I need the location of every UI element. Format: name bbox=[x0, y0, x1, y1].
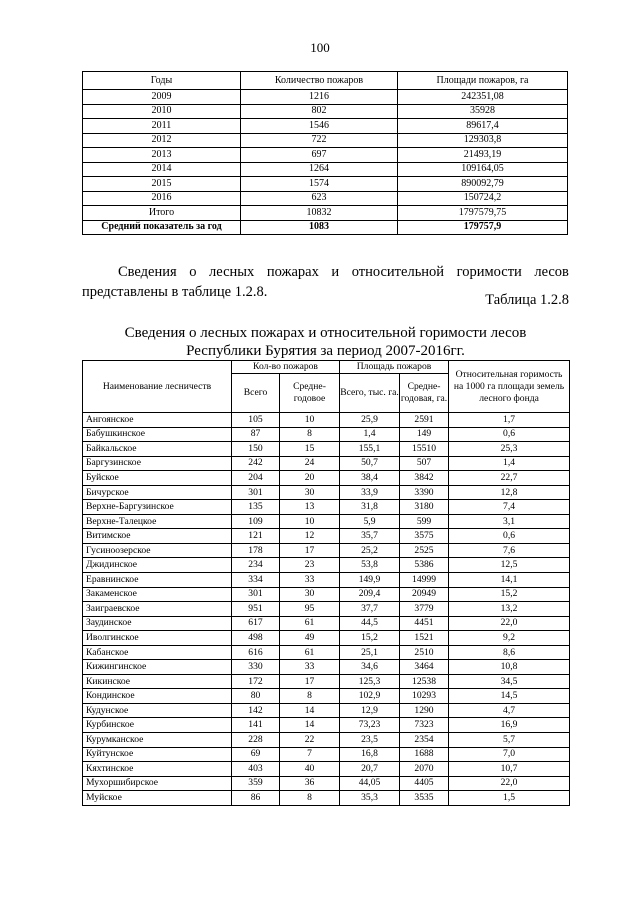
table-cell: 1290 bbox=[400, 703, 449, 718]
table-cell: 34,6 bbox=[340, 660, 400, 675]
table-cell: 7,0 bbox=[449, 747, 570, 762]
table-row bbox=[83, 616, 570, 631]
table-cell: 22 bbox=[280, 733, 340, 748]
table-cell: 38,4 bbox=[340, 471, 400, 486]
table-cell: 178 bbox=[232, 543, 280, 558]
table-cell: 1,5 bbox=[449, 791, 570, 806]
table-cell: 14 bbox=[280, 703, 340, 718]
table-cell: 22,0 bbox=[449, 776, 570, 791]
table-cell: 242351,08 bbox=[398, 90, 568, 105]
table-cell: 0,6 bbox=[449, 529, 570, 544]
paragraph-word: о bbox=[189, 264, 197, 280]
table-cell: 50,7 bbox=[340, 456, 400, 471]
table-row bbox=[83, 645, 570, 660]
table-cell: 7,4 bbox=[449, 500, 570, 515]
table-cell: 301 bbox=[232, 587, 280, 602]
table-cell: 2010 bbox=[83, 104, 241, 119]
forestry-name-cell: Верхне-Баргузинское bbox=[83, 500, 232, 515]
table-cell: 5386 bbox=[400, 558, 449, 573]
table-cell: 4451 bbox=[400, 616, 449, 631]
table-cell: 172 bbox=[232, 674, 280, 689]
forestry-name-cell: Бичурское bbox=[83, 485, 232, 500]
table-cell: 10293 bbox=[400, 689, 449, 704]
forestry-name-cell: Кабанское bbox=[83, 645, 232, 660]
table-header-cell: Площади пожаров, га bbox=[398, 72, 568, 90]
table-cell: 9,2 bbox=[449, 631, 570, 646]
table-cell: 12,5 bbox=[449, 558, 570, 573]
table-cell: 0,6 bbox=[449, 427, 570, 442]
table-row bbox=[83, 456, 570, 471]
table-row bbox=[83, 427, 570, 442]
table-cell: 2012 bbox=[83, 133, 241, 148]
table-cell: 3180 bbox=[400, 500, 449, 515]
table-cell: 150 bbox=[232, 442, 280, 457]
paragraph-word: и bbox=[331, 264, 340, 280]
table-row bbox=[83, 791, 570, 806]
table-cell: 142 bbox=[232, 703, 280, 718]
table-cell: 13,2 bbox=[449, 602, 570, 617]
forestry-fires-table bbox=[82, 360, 570, 806]
table-row bbox=[83, 529, 570, 544]
table-cell: 5,9 bbox=[340, 514, 400, 529]
table-cell: 3464 bbox=[400, 660, 449, 675]
table-row bbox=[83, 747, 570, 762]
table-cell: 1216 bbox=[241, 90, 398, 105]
table-cell: 31,8 bbox=[340, 500, 400, 515]
table-cell: 53,8 bbox=[340, 558, 400, 573]
table-cell: 1688 bbox=[400, 747, 449, 762]
table-cell: 10832 bbox=[241, 206, 398, 221]
header-fires-group: Кол-во пожаров bbox=[232, 361, 340, 374]
table-cell: 44,5 bbox=[340, 616, 400, 631]
header-fires-avg: Средне-годовое bbox=[280, 374, 340, 413]
table-row bbox=[83, 500, 570, 515]
forestry-name-cell: Бабушкинское bbox=[83, 427, 232, 442]
table-cell: 5,7 bbox=[449, 733, 570, 748]
table-cell: 616 bbox=[232, 645, 280, 660]
table-cell: 617 bbox=[232, 616, 280, 631]
table-cell: 2015 bbox=[83, 177, 241, 192]
table-cell: 149,9 bbox=[340, 573, 400, 588]
table-cell: 25,1 bbox=[340, 645, 400, 660]
forestry-name-cell: Курумканское bbox=[83, 733, 232, 748]
table-cell: 86 bbox=[232, 791, 280, 806]
table-row bbox=[83, 90, 568, 105]
table-cell: 2525 bbox=[400, 543, 449, 558]
table-header-row bbox=[83, 72, 568, 90]
table-cell: 15,2 bbox=[340, 631, 400, 646]
forestry-name-cell: Байкальское bbox=[83, 442, 232, 457]
table-cell: 2011 bbox=[83, 119, 241, 134]
table-cell: 498 bbox=[232, 631, 280, 646]
forestry-name-cell: Ангоянское bbox=[83, 413, 232, 428]
forestry-name-cell: Кикинское bbox=[83, 674, 232, 689]
table-cell: 23 bbox=[280, 558, 340, 573]
table-cell: 25,2 bbox=[340, 543, 400, 558]
table-row bbox=[83, 762, 570, 777]
header-forestry-name: Наименование лесничеств bbox=[83, 361, 232, 413]
table-row bbox=[83, 133, 568, 148]
table-cell: 21493,19 bbox=[398, 148, 568, 163]
table-row bbox=[83, 471, 570, 486]
table-row bbox=[83, 148, 568, 163]
table-cell: 73,23 bbox=[340, 718, 400, 733]
table-cell: 20 bbox=[280, 471, 340, 486]
table-cell: 12,9 bbox=[340, 703, 400, 718]
forestry-name-cell: Иволгинское bbox=[83, 631, 232, 646]
table-cell: 334 bbox=[232, 573, 280, 588]
table-cell: 12 bbox=[280, 529, 340, 544]
table-title-line-2: Республики Бурятия за период 2007-2016гг. bbox=[186, 343, 465, 359]
table-cell: 61 bbox=[280, 645, 340, 660]
table-cell: 2013 bbox=[83, 148, 241, 163]
table-cell: 359 bbox=[232, 776, 280, 791]
table-row bbox=[83, 220, 568, 235]
forestry-name-cell: Кяхтинское bbox=[83, 762, 232, 777]
table-cell: 7 bbox=[280, 747, 340, 762]
table-cell: 36 bbox=[280, 776, 340, 791]
table-cell: 4,7 bbox=[449, 703, 570, 718]
table-cell: 179757,9 bbox=[398, 220, 568, 235]
table-cell: 623 bbox=[241, 191, 398, 206]
table-row bbox=[83, 674, 570, 689]
forestry-name-cell: Муйское bbox=[83, 791, 232, 806]
forestry-name-cell: Верхне-Талецкое bbox=[83, 514, 232, 529]
table-cell: 2510 bbox=[400, 645, 449, 660]
forestry-name-cell: Еравнинское bbox=[83, 573, 232, 588]
table-row bbox=[83, 206, 568, 221]
table-cell: 2354 bbox=[400, 733, 449, 748]
table-cell: 69 bbox=[232, 747, 280, 762]
table-cell: 10,8 bbox=[449, 660, 570, 675]
table-row bbox=[83, 413, 570, 428]
table-cell: 403 bbox=[232, 762, 280, 777]
table-cell: Средний показатель за год bbox=[83, 220, 241, 235]
table-cell: 22,0 bbox=[449, 616, 570, 631]
table-row bbox=[83, 718, 570, 733]
table-cell: 105 bbox=[232, 413, 280, 428]
table-row bbox=[83, 703, 570, 718]
table-cell: 1574 bbox=[241, 177, 398, 192]
paragraph-line-1 bbox=[82, 262, 569, 282]
table-cell: 1,4 bbox=[340, 427, 400, 442]
table-header-cell: Годы bbox=[83, 72, 241, 90]
table-cell: 3779 bbox=[400, 602, 449, 617]
header-fires-total: Всего bbox=[232, 374, 280, 413]
header-area-total: Всего, тыс. га. bbox=[340, 374, 400, 413]
table-cell: 890092,79 bbox=[398, 177, 568, 192]
table-cell: 10,7 bbox=[449, 762, 570, 777]
table-cell: 34,5 bbox=[449, 674, 570, 689]
table-cell: 109164,05 bbox=[398, 162, 568, 177]
table-cell: 30 bbox=[280, 587, 340, 602]
table-cell: 1546 bbox=[241, 119, 398, 134]
table-cell: 2016 bbox=[83, 191, 241, 206]
table-cell: 13 bbox=[280, 500, 340, 515]
forestry-name-cell: Гусиноозерское bbox=[83, 543, 232, 558]
table-cell: 7323 bbox=[400, 718, 449, 733]
paragraph-word: пожарах bbox=[266, 264, 319, 280]
table-cell: 8 bbox=[280, 791, 340, 806]
forestry-name-cell: Заудинское bbox=[83, 616, 232, 631]
table-cell: 20,7 bbox=[340, 762, 400, 777]
table-row bbox=[83, 191, 568, 206]
table-cell: 17 bbox=[280, 674, 340, 689]
table-cell: 1264 bbox=[241, 162, 398, 177]
table-cell: 17 bbox=[280, 543, 340, 558]
fires-by-year-table bbox=[82, 71, 568, 235]
table-cell: 80 bbox=[232, 689, 280, 704]
table-cell: 8,6 bbox=[449, 645, 570, 660]
table-cell: 2009 bbox=[83, 90, 241, 105]
paragraph-word: относительной bbox=[351, 264, 445, 280]
table-cell: 599 bbox=[400, 514, 449, 529]
page-number: 100 bbox=[310, 40, 330, 55]
table-cell: 35,3 bbox=[340, 791, 400, 806]
table-cell: 23,5 bbox=[340, 733, 400, 748]
table-cell: 33 bbox=[280, 573, 340, 588]
table-row bbox=[83, 660, 570, 675]
table-title-line-1: Сведения о лесных пожарах и относительной горимости лесов bbox=[124, 325, 527, 341]
forestry-name-cell: Джидинское bbox=[83, 558, 232, 573]
table-cell: 3842 bbox=[400, 471, 449, 486]
table-row bbox=[83, 689, 570, 704]
table-cell: 15510 bbox=[400, 442, 449, 457]
table-row bbox=[83, 162, 568, 177]
table-cell: 722 bbox=[241, 133, 398, 148]
table-cell: 1,4 bbox=[449, 456, 570, 471]
table-cell: 204 bbox=[232, 471, 280, 486]
table-cell: 24 bbox=[280, 456, 340, 471]
table-cell: 87 bbox=[232, 427, 280, 442]
table-cell: 35,7 bbox=[340, 529, 400, 544]
table-cell: 15,2 bbox=[449, 587, 570, 602]
table-row bbox=[83, 776, 570, 791]
table-cell: 10 bbox=[280, 514, 340, 529]
forestry-name-cell: Закаменское bbox=[83, 587, 232, 602]
table-cell: 3390 bbox=[400, 485, 449, 500]
table-cell: 951 bbox=[232, 602, 280, 617]
table-row bbox=[83, 543, 570, 558]
table-cell: 95 bbox=[280, 602, 340, 617]
header-area-group: Площадь пожаров bbox=[340, 361, 449, 374]
table-cell: 697 bbox=[241, 148, 398, 163]
table-row bbox=[83, 104, 568, 119]
paragraph-line-2: представлены в таблице 1.2.8. bbox=[82, 284, 268, 300]
table-cell: 49 bbox=[280, 631, 340, 646]
table-row bbox=[83, 573, 570, 588]
table-row bbox=[83, 602, 570, 617]
table-cell: 33,9 bbox=[340, 485, 400, 500]
table-cell: 89617,4 bbox=[398, 119, 568, 134]
table-cell: 14999 bbox=[400, 573, 449, 588]
table-cell: 15 bbox=[280, 442, 340, 457]
table-cell: Итого bbox=[83, 206, 241, 221]
table-cell: 4405 bbox=[400, 776, 449, 791]
table-cell: 150724,2 bbox=[398, 191, 568, 206]
table-cell: 129303,8 bbox=[398, 133, 568, 148]
table-cell: 149 bbox=[400, 427, 449, 442]
table-cell: 14,1 bbox=[449, 573, 570, 588]
table-cell: 37,7 bbox=[340, 602, 400, 617]
table-cell: 14,5 bbox=[449, 689, 570, 704]
table-cell: 242 bbox=[232, 456, 280, 471]
table-caption: Таблица 1.2.8 bbox=[485, 292, 569, 308]
forestry-name-cell: Кижингинское bbox=[83, 660, 232, 675]
table-cell: 22,7 bbox=[449, 471, 570, 486]
table-row bbox=[83, 119, 568, 134]
table-cell: 1797579,75 bbox=[398, 206, 568, 221]
table-cell: 2591 bbox=[400, 413, 449, 428]
table-header-cell: Количество пожаров bbox=[241, 72, 398, 90]
table-cell: 330 bbox=[232, 660, 280, 675]
table-cell: 121 bbox=[232, 529, 280, 544]
table-cell: 35928 bbox=[398, 104, 568, 119]
table-cell: 2070 bbox=[400, 762, 449, 777]
table-cell: 209,4 bbox=[340, 587, 400, 602]
table-row bbox=[83, 485, 570, 500]
table-row bbox=[83, 587, 570, 602]
table-row bbox=[83, 558, 570, 573]
table-cell: 109 bbox=[232, 514, 280, 529]
forestry-name-cell: Заиграевское bbox=[83, 602, 232, 617]
table-cell: 25,9 bbox=[340, 413, 400, 428]
table-cell: 102,9 bbox=[340, 689, 400, 704]
table-row bbox=[83, 514, 570, 529]
table-cell: 3,1 bbox=[449, 514, 570, 529]
table-cell: 141 bbox=[232, 718, 280, 733]
table-cell: 20949 bbox=[400, 587, 449, 602]
table-cell: 135 bbox=[232, 500, 280, 515]
paragraph-word: горимости bbox=[456, 264, 522, 280]
forestry-name-cell: Курбинское bbox=[83, 718, 232, 733]
table-cell: 40 bbox=[280, 762, 340, 777]
table-cell: 30 bbox=[280, 485, 340, 500]
table-cell: 8 bbox=[280, 427, 340, 442]
header-area-avg: Средне-годовая, га. bbox=[400, 374, 449, 413]
table-cell: 8 bbox=[280, 689, 340, 704]
table-cell: 33 bbox=[280, 660, 340, 675]
table-cell: 228 bbox=[232, 733, 280, 748]
table-row bbox=[83, 631, 570, 646]
table-cell: 507 bbox=[400, 456, 449, 471]
table-cell: 234 bbox=[232, 558, 280, 573]
forestry-name-cell: Баргузинское bbox=[83, 456, 232, 471]
table-row bbox=[83, 442, 570, 457]
table-cell: 3575 bbox=[400, 529, 449, 544]
table-cell: 12,8 bbox=[449, 485, 570, 500]
table-cell: 10 bbox=[280, 413, 340, 428]
table-cell: 3535 bbox=[400, 791, 449, 806]
forestry-name-cell: Куйтунское bbox=[83, 747, 232, 762]
table-cell: 2014 bbox=[83, 162, 241, 177]
table-row bbox=[83, 733, 570, 748]
header-relative-burnability: Относительная горимость на 1000 га площади земель лесного фонда bbox=[449, 361, 570, 413]
table-cell: 44,05 bbox=[340, 776, 400, 791]
table-cell: 125,3 bbox=[340, 674, 400, 689]
paragraph-word: Сведения bbox=[118, 264, 177, 280]
table-cell: 25,3 bbox=[449, 442, 570, 457]
table-cell: 61 bbox=[280, 616, 340, 631]
forestry-name-cell: Витимское bbox=[83, 529, 232, 544]
table-cell: 7,6 bbox=[449, 543, 570, 558]
paragraph-word: лесов bbox=[534, 264, 569, 280]
table-cell: 1,7 bbox=[449, 413, 570, 428]
table-cell: 1521 bbox=[400, 631, 449, 646]
forestry-name-cell: Буйское bbox=[83, 471, 232, 486]
forestry-name-cell: Кондинское bbox=[83, 689, 232, 704]
paragraph-word: лесных bbox=[209, 264, 255, 280]
table-cell: 301 bbox=[232, 485, 280, 500]
table-cell: 14 bbox=[280, 718, 340, 733]
forestry-name-cell: Кудунское bbox=[83, 703, 232, 718]
table-cell: 12538 bbox=[400, 674, 449, 689]
forestry-name-cell: Мухоршибирское bbox=[83, 776, 232, 791]
table-row bbox=[83, 177, 568, 192]
table-cell: 802 bbox=[241, 104, 398, 119]
table-cell: 16,9 bbox=[449, 718, 570, 733]
table-cell: 1083 bbox=[241, 220, 398, 235]
table-cell: 155,1 bbox=[340, 442, 400, 457]
table-cell: 16,8 bbox=[340, 747, 400, 762]
